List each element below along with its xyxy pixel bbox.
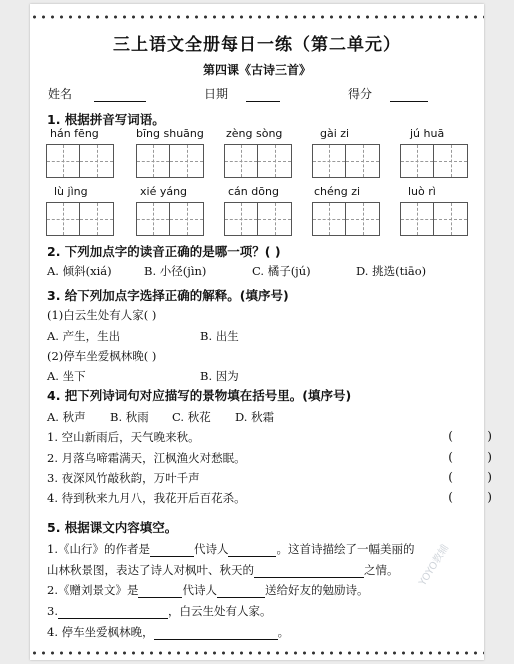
writing-box[interactable] — [312, 144, 346, 178]
q3-item1-option-a[interactable]: A. 产生，生出 — [47, 329, 121, 343]
q2-heading: 2. 下列加点字的读音正确的是哪一项？( ) — [47, 244, 281, 259]
writing-box[interactable] — [400, 202, 434, 236]
q3-item2-option-a[interactable]: A. 坐下 — [47, 369, 86, 383]
q1-heading: 1. 根据拼音写词语。 — [47, 112, 165, 127]
writing-box[interactable] — [346, 144, 380, 178]
q3-item-2: (2)停车坐爱枫林晚( ) — [47, 349, 157, 363]
pinyin: bīng shuāng — [136, 127, 204, 140]
q4-option-c: C. 秋花 — [172, 410, 211, 424]
q4-answer-2[interactable]: ( ) — [448, 450, 492, 464]
pinyin: xié yáng — [140, 185, 188, 198]
q4-line-4: 4. 待到秋来九月八，我花开后百花杀。 — [47, 491, 246, 505]
q3-item-1: (1)白云生处有人家( ) — [47, 308, 157, 322]
score-field: 得分 — [348, 85, 428, 102]
worksheet-title: 三上语文全册每日一练（第二单元） — [113, 35, 401, 55]
writing-box[interactable] — [80, 202, 114, 236]
writing-box[interactable] — [46, 144, 80, 178]
q4-heading: 4. 把下列诗词句对应描写的景物填在括号里。(填序号) — [47, 388, 352, 403]
pinyin: hán fēng — [50, 127, 99, 140]
pinyin-row-2 — [30, 185, 470, 225]
bottom-dotted-border — [30, 650, 484, 656]
q4-option-b: B. 秋雨 — [110, 410, 149, 424]
q5-blank-dynasty-1[interactable] — [150, 544, 194, 557]
writing-box[interactable] — [346, 202, 380, 236]
q2-option-c[interactable]: C. 橘子(jú) — [252, 264, 311, 278]
q2-option-b[interactable]: B. 小径(jìn) — [144, 264, 207, 278]
q5-blank-feeling[interactable] — [254, 565, 364, 578]
q5-line-5: 4. 停车坐爱枫林晚， 。 — [47, 625, 290, 639]
top-dotted-border — [30, 14, 484, 20]
q2-option-d[interactable]: D. 挑选(tiāo) — [356, 264, 427, 278]
q3-heading: 3. 给下列加点字选择正确的解释。(填序号) — [47, 288, 289, 303]
writing-box[interactable] — [434, 144, 468, 178]
q5-line-4: 3. ，白云生处有人家。 — [47, 604, 272, 618]
lesson-subtitle: 第四课《古诗三首》 — [202, 63, 311, 77]
pinyin: luò rì — [408, 185, 436, 198]
q3-item2-option-b[interactable]: B. 因为 — [200, 369, 239, 383]
writing-box[interactable] — [170, 144, 204, 178]
pinyin: lù jìng — [54, 185, 88, 198]
writing-box[interactable] — [170, 202, 204, 236]
q4-line-2: 2. 月落乌啼霜满天，江枫渔火对愁眠。 — [47, 451, 246, 465]
q5-heading: 5. 根据课文内容填空。 — [47, 520, 178, 535]
score-blank[interactable] — [390, 89, 428, 102]
writing-box[interactable] — [224, 202, 258, 236]
name-blank[interactable] — [94, 89, 146, 102]
writing-box[interactable] — [434, 202, 468, 236]
name-field: 姓名 — [48, 85, 146, 102]
writing-box[interactable] — [312, 202, 346, 236]
q5-line-3: 2.《赠刘景文》是 代诗人 送给好友的勉励诗。 — [47, 583, 369, 597]
pinyin: gài zi — [320, 127, 350, 140]
q4-line-1: 1. 空山新雨后，天气晚来秋。 — [47, 430, 200, 444]
pinyin: jú huā — [410, 127, 445, 140]
pinyin-row-1 — [30, 127, 470, 167]
pinyin: zèng sòng — [226, 127, 283, 140]
writing-box[interactable] — [136, 144, 170, 178]
q2-option-a[interactable]: A. 倾斜(xiá) — [47, 264, 112, 278]
q5-blank-poet-1[interactable] — [228, 544, 276, 557]
writing-box[interactable] — [258, 202, 292, 236]
writing-box[interactable] — [400, 144, 434, 178]
writing-box[interactable] — [136, 202, 170, 236]
q5-line-2: 山林秋景图，表达了诗人对枫叶、秋天的 之情。 — [47, 563, 399, 577]
watermark: YOYO教辅 — [417, 542, 452, 588]
writing-box[interactable] — [80, 144, 114, 178]
q4-answer-1[interactable]: ( ) — [448, 429, 492, 443]
q5-blank-dynasty-2[interactable] — [138, 585, 182, 598]
q5-blank-verse-2[interactable] — [154, 627, 278, 640]
pinyin: cán dōng — [228, 185, 279, 198]
q4-line-3: 3. 夜深风竹敲秋韵，万叶千声 — [47, 471, 200, 485]
pinyin: chéng zi — [314, 185, 361, 198]
q4-option-a: A. 秋声 — [47, 410, 86, 424]
writing-box[interactable] — [258, 144, 292, 178]
q4-option-d: D. 秋霜 — [235, 410, 275, 424]
date-blank[interactable] — [246, 89, 280, 102]
q4-answer-3[interactable]: ( ) — [448, 470, 492, 484]
q5-blank-poet-2[interactable] — [217, 585, 265, 598]
q5-line-1: 1.《山行》的作者是 代诗人 。这首诗描绘了一幅美丽的 — [47, 542, 415, 556]
q5-blank-verse-1[interactable] — [58, 606, 168, 619]
writing-box[interactable] — [224, 144, 258, 178]
q3-item1-option-b[interactable]: B. 出生 — [200, 329, 239, 343]
date-field: 日期 — [204, 85, 280, 102]
writing-box[interactable] — [46, 202, 80, 236]
q4-answer-4[interactable]: ( ) — [448, 490, 492, 504]
